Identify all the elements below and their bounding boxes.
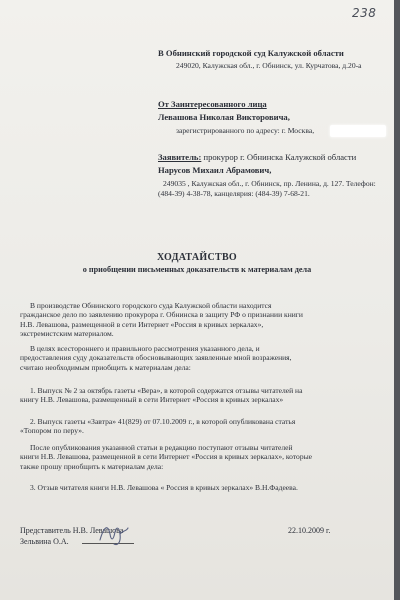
- applicant-phones: (484-39) 4-38-78, канцелярия: (484-39) 7-68-21.: [158, 189, 310, 198]
- signatory-name: Зельвина О.А.: [20, 537, 69, 546]
- p3-line: также прошу приобщить к материалам дела:: [20, 461, 164, 471]
- item2-line: 2. Выпуск газеты «Завтра» 41(829) от 07.10.2009 г., в которой опубликована статья: [30, 417, 296, 426]
- title-main: ХОДАТАЙСТВО: [156, 252, 238, 263]
- p1-line: В производстве Обнинского городского суда Калужской области находится: [30, 301, 272, 310]
- p2-line: В целях всестороннего и правильного рассмотрения указанного дела, и: [30, 344, 260, 353]
- paragraph-3: [20, 443, 372, 471]
- page-edge: [394, 0, 400, 600]
- title-sub: о приобщении письменных доказательств к материалам дела: [82, 265, 312, 274]
- applicant-role: прокурор г. Обнинска Калужской области: [201, 152, 357, 162]
- item1-line: книгу Н.В. Левашова, размещенный в сети Интернет «Россия в кривых зеркалах»: [20, 395, 284, 405]
- p1-line: гражданское дело по заявлению прокурора г. Обнинска в защиту РФ о признании книги: [20, 310, 303, 320]
- signatory-title: Представитель Н.В. Левашова: [20, 526, 124, 535]
- applicant-line1: [158, 152, 356, 162]
- item3-line: 3. Отзыв читателя книги Н.В. Левашова « Россия в кривых зеркалах» В.Н.Фадеева.: [30, 483, 298, 492]
- paragraph-2: [20, 344, 372, 372]
- court-address: 249020, Калужская обл., г. Обнинск, ул. Курчатова, д.20-а: [176, 61, 362, 70]
- applicant-label: Заявитель:: [158, 152, 202, 162]
- signature-date: 22.10.2009 г.: [288, 526, 331, 535]
- p2-line: считаю необходимым приобщить к материалам дела:: [20, 362, 191, 372]
- p3-line: книги Н.В. Левашова, размещенной в сети Интернет «Россия в кривых зеркалах», которые: [20, 452, 313, 462]
- applicant-name: Нарусов Михаил Абрамович,: [158, 165, 272, 175]
- paragraph-1: [20, 301, 372, 338]
- list-item-2: [20, 417, 372, 436]
- interested-party-address: зарегистрированного по адресу: г. Москва,: [176, 126, 315, 135]
- list-item-1: [20, 386, 372, 405]
- court-name: В Обнинский городской суд Калужской области: [158, 48, 344, 58]
- interested-party-label: От Заинтересованного лица: [158, 99, 267, 109]
- handwritten-signature: [96, 520, 132, 548]
- list-item-3: [20, 483, 372, 492]
- p2-line: предоставления суду доказательств обосновывающих заявленные мной возражения,: [20, 353, 292, 363]
- redacted-address: [330, 125, 386, 137]
- p1-line: Н.В. Левашова, размещенной в сети Интернет «Россия в кривых зеркалах»,: [20, 319, 264, 329]
- applicant-address: 249035 , Калужская обл., г. Обнинск, пр. Ленина, д. 127. Телефон:: [163, 179, 376, 188]
- interested-party-name: Левашова Николая Викторовича,: [158, 112, 290, 122]
- document-title: [0, 252, 394, 274]
- page-number: 238: [352, 6, 377, 20]
- p1-line: экстремистским материалом.: [20, 328, 114, 338]
- p3-line: После опубликования указанной статьи в редакцию поступают отзывы читателей: [30, 443, 293, 452]
- item1-line: 1. Выпуск № 2 за октябрь газеты «Вера», в которой содержатся отзывы читателей на: [30, 386, 303, 395]
- item2-line: «Топором по перу».: [20, 426, 84, 436]
